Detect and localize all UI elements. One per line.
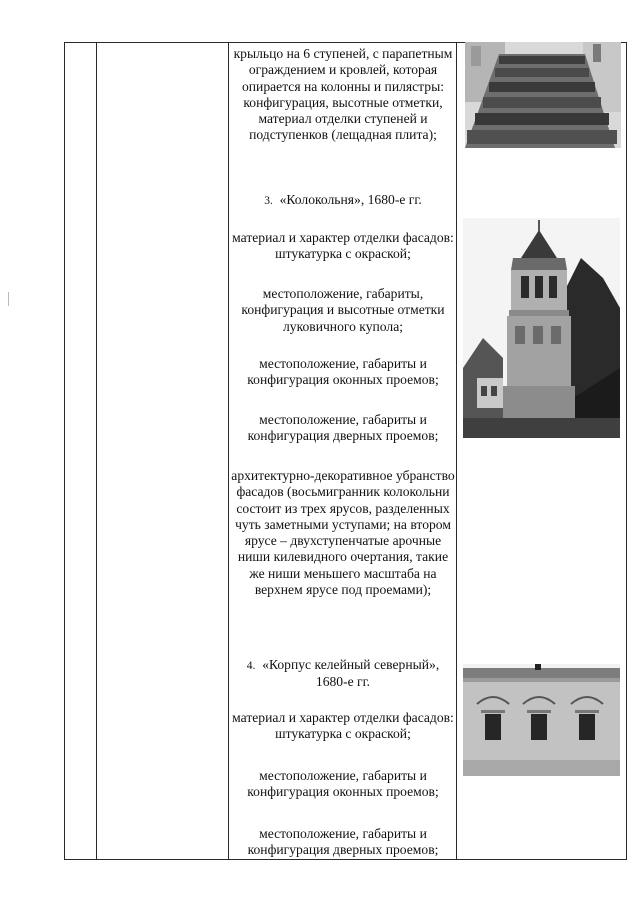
- table-border-bottom: [64, 859, 627, 860]
- belltower-windows: [230, 356, 456, 389]
- belltower-number: 3.: [264, 195, 273, 207]
- table-column-divider-2: [228, 42, 229, 860]
- belltower-doors-text: местоположение, габариты и конфигурация дверных проемов;: [247, 412, 439, 444]
- cells-doors-text: местоположение, габариты и конфигурация дверных проемов;: [247, 826, 439, 858]
- belltower-windows-text: местоположение, габариты и конфигурация оконных проемов;: [247, 356, 439, 388]
- cells-title: «Корпус келейный северный», 1680-е гг.: [262, 657, 440, 690]
- cells-windows: [230, 768, 456, 801]
- cells-number: 4.: [246, 660, 256, 672]
- cells-facade: [230, 710, 456, 743]
- belltower-decor: [230, 468, 456, 598]
- cells-windows-text: местоположение, габариты и конфигурация оконных проемов;: [247, 768, 439, 800]
- belltower-dome: [230, 286, 456, 335]
- table-column-divider-1: [96, 42, 97, 860]
- bell-tower-photo: [463, 218, 620, 438]
- belltower-decor-text: архитектурно-декоративное убранство фасадов (восьмигранник колокольни состоит из трех ярусов, разделенных чуть заметными уступами; на втором ярусе – двухступенчатые арочные ниши килевидного очертания, такие же ниши меньшего масштаба на верхнем ярусе под проемами);: [231, 468, 455, 598]
- cells-heading: [230, 657, 456, 691]
- belltower-title: «Колокольня», 1680-е гг.: [279, 192, 422, 207]
- table-column-divider-3: [456, 42, 457, 860]
- cells-facade-text: материал и характер отделки фасадов: штукатурка с окраской;: [232, 710, 454, 742]
- porch-description: [230, 46, 456, 144]
- belltower-heading: [230, 192, 456, 209]
- cells-doors: [230, 826, 456, 859]
- belltower-dome-text: местоположение, габариты, конфигурация и высотные отметки луковичного купола;: [241, 286, 445, 334]
- table-border-left: [64, 42, 65, 860]
- stone-steps-photo: [465, 42, 621, 148]
- table-border-right: [626, 42, 627, 860]
- belltower-facade: [230, 230, 456, 263]
- cell-building-facade-photo: [463, 664, 620, 776]
- belltower-doors: [230, 412, 456, 445]
- scan-artifact: [8, 292, 9, 306]
- belltower-facade-text: материал и характер отделки фасадов: штукатурка с окраской;: [232, 230, 454, 262]
- porch-text: крыльцо на 6 ступеней, с парапетным ограждением и кровлей, которая опирается на колонны и пилястры: конфигурация, высотные отметки, материал отделки ступеней и подступенков (лещадная плита);: [233, 46, 453, 143]
